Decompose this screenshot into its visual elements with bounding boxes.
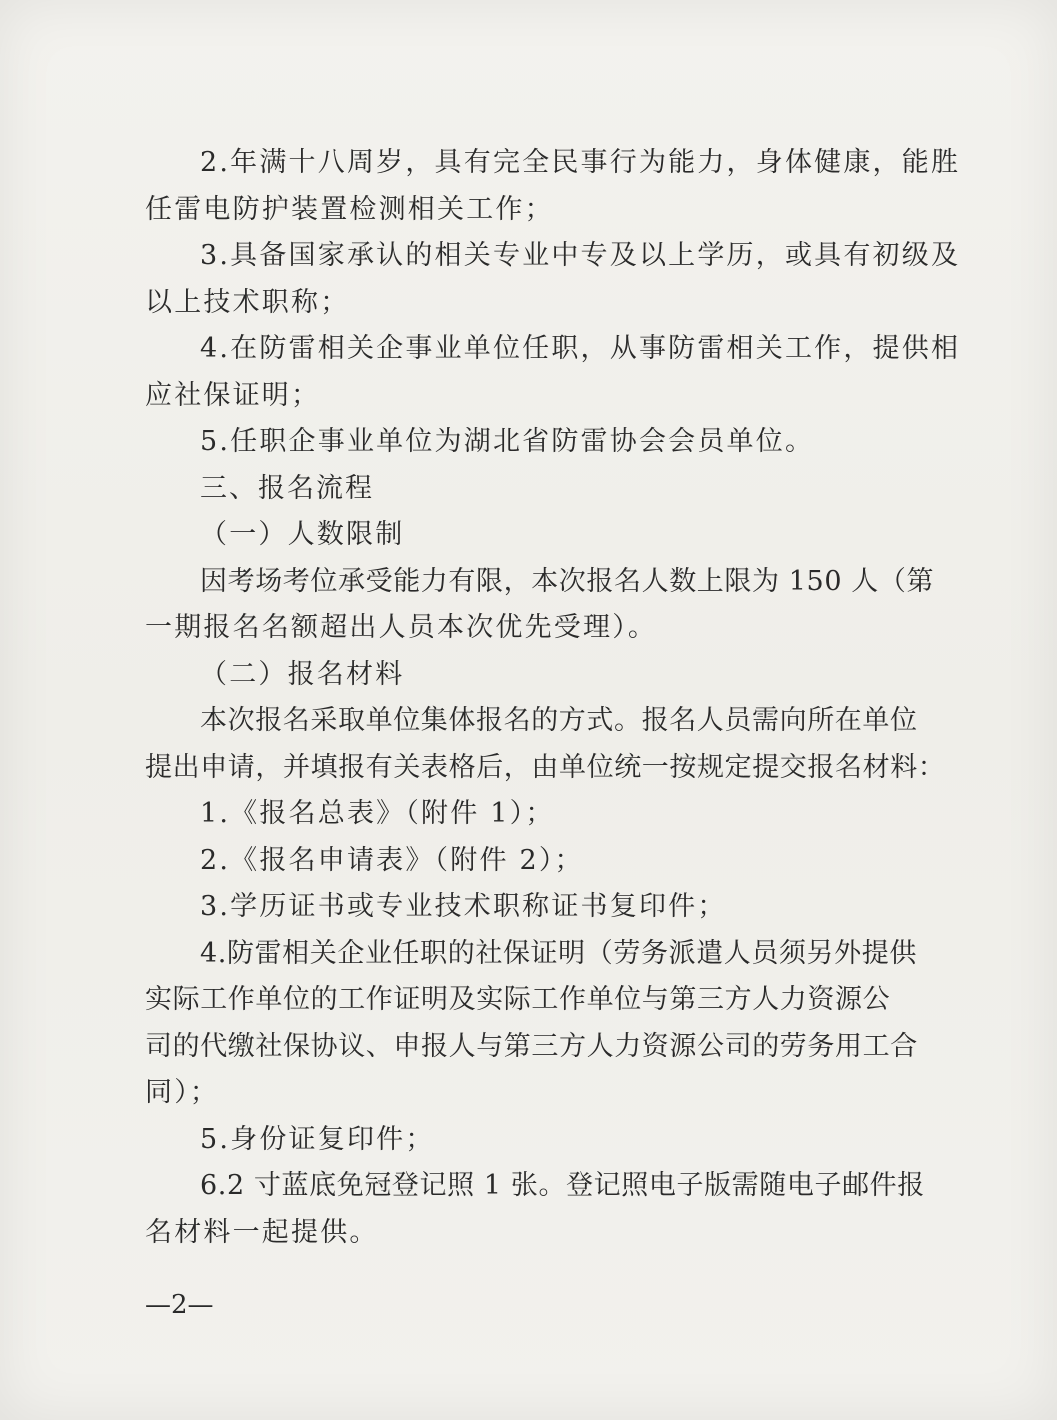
material-item-6-line-1: 6.2 寸蓝底免冠登记照 1 张。登记照电子版需随电子邮件报 [200,1170,925,1201]
material-item-4-line-3: 司的代缴社保协议、申报人与第三方人力资源公司的劳务用工合 [145,1030,918,1062]
material-item-3: 3.学历证书或专业技术职称证书复印件； [200,891,727,922]
material-item-6-line-2: 名材料一起提供。 [145,1216,379,1248]
requirement-3-line-2: 以上技术职称； [145,286,350,318]
requirement-4-line-2: 应社保证明； [145,379,321,411]
page-number: —2— [145,1290,214,1320]
material-item-4-line-1: 4.防雷相关企业任职的社保证明（劳务派遣人员须另外提供 [200,937,917,969]
section-heading-registration-process: 三、报名流程 [200,472,374,504]
requirement-5: 5.任职企事业单位为湖北省防雷协会会员单位。 [200,426,815,457]
material-item-5: 5.身份证复印件； [200,1123,435,1155]
material-item-4-line-4: 同）； [145,1077,220,1108]
quota-paragraph-line-2: 一期报名名额超出人员本次优先受理）。 [145,612,658,643]
materials-paragraph-line-2: 提出申请，并填报有关表格后，由单位统一按规定提交报名材料： [145,751,946,783]
requirement-4-line-1: 4.在防雷相关企事业单位任职，从事防雷相关工作，提供相 [200,333,961,364]
material-item-1: 1.《报名总表》（附件 1）； [200,798,555,829]
material-item-4-line-2: 实际工作单位的工作证明及实际工作单位与第三方人力资源公 [145,984,891,1015]
materials-paragraph-line-1: 本次报名采取单位集体报名的方式。报名人员需向所在单位 [200,705,918,736]
subsection-heading-quota: （一）人数限制 [200,519,405,550]
subsection-heading-materials: （二）报名材料 [200,658,405,690]
document-body [145,140,961,1256]
material-item-2: 2.《报名申请表》（附件 2）； [200,844,584,876]
requirement-2-line-1: 2.年满十八周岁，具有完全民事行为能力，身体健康，能胜 [200,147,961,178]
requirement-3-line-1: 3.具备国家承认的相关专业中专及以上学历，或具有初级及 [200,240,961,271]
requirement-2-line-2: 任雷电防护装置检测相关工作； [145,193,554,225]
quota-paragraph-line-1: 因考场考位承受能力有限，本次报名人数上限为 150 人（第 [200,565,935,597]
